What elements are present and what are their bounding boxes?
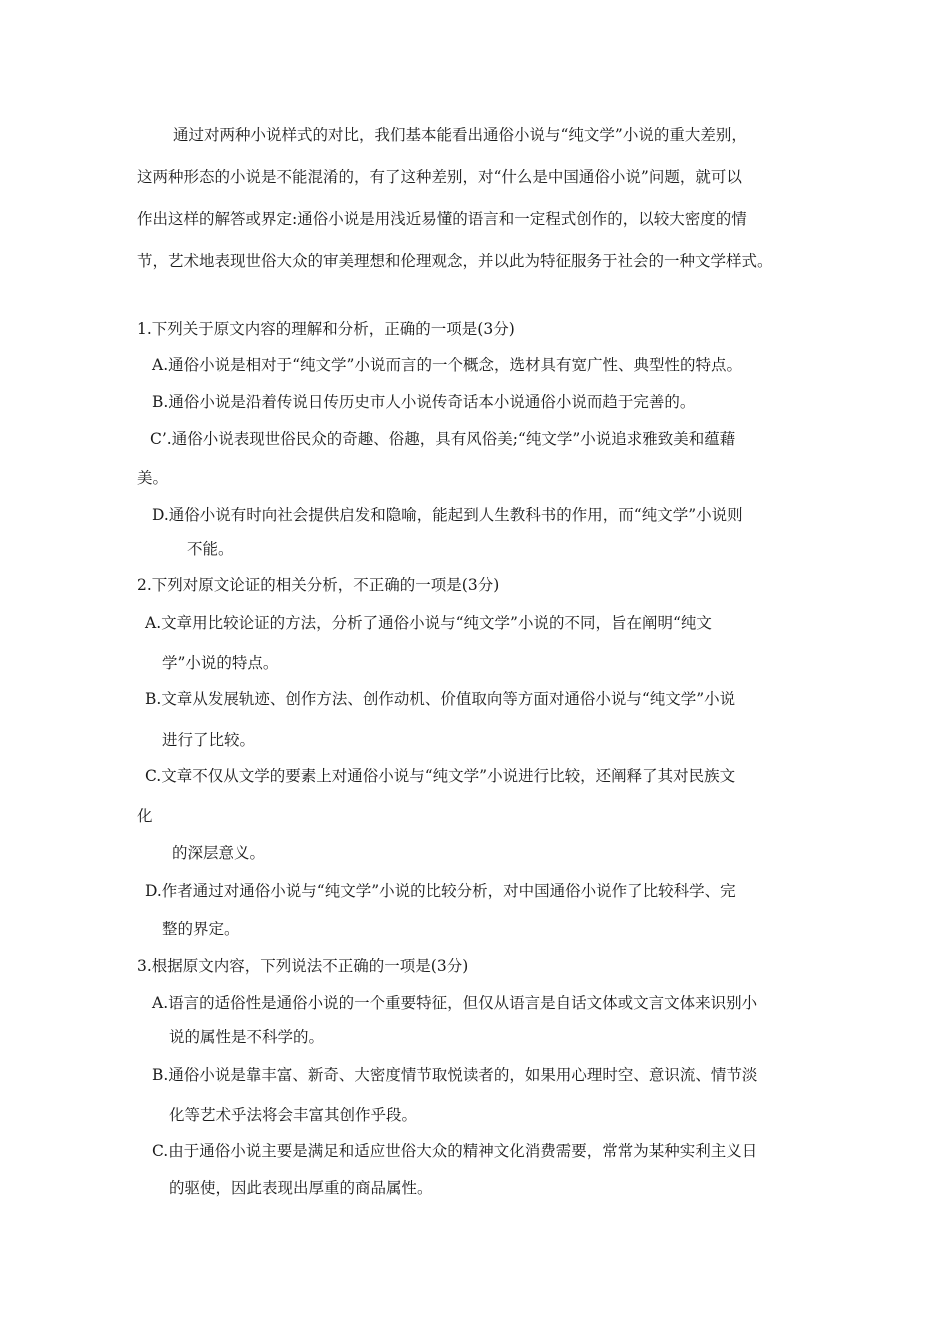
option-b-continued: 化等艺术乎法将会丰富其创作乎段。 xyxy=(169,1106,418,1124)
option-a: A.语言的适俗性是通俗小说的一个重要特征，但仅从语言是自话文体或文言文体来识别小 xyxy=(152,994,758,1012)
question-stem: 3.根据原文内容，下列说法不正确的一项是(3分) xyxy=(137,957,469,975)
option-a: A.文章用比较论证的方法，分析了通俗小说与“纯文学”小说的不同，旨在阐明“纯文 xyxy=(145,614,712,632)
option-d-continued: 不能。 xyxy=(187,540,234,558)
option-b: B.通俗小说是靠丰富、新奇、大密度情节取悦读者的，如果用心理时空、意识流、情节淡 xyxy=(152,1066,758,1084)
option-c: C.文章不仅从文学的要素上对通俗小说与“纯文学”小说进行比较，还阐释了其对民族文 xyxy=(145,767,736,785)
option-b-continued: 进行了比较。 xyxy=(162,731,256,749)
passage-line: 节，艺术地表现世俗大众的审美理想和伦理观念，并以此为特征服务于社会的一种文学样式。 xyxy=(137,252,773,270)
passage-line: 通过对两种小说样式的对比，我们基本能看出通俗小说与“纯文学”小说的重大差别， xyxy=(173,126,747,144)
option-c: C’.通俗小说表现世俗民众的奇趣、俗趣，具有风俗美;“纯文学”小说追求雅致美和蕴藉 xyxy=(150,430,736,448)
question-stem: 1.下列关于原文内容的理解和分析，正确的一项是(3分) xyxy=(137,320,515,338)
option-a-continued: 说的属性是不科学的。 xyxy=(169,1028,325,1046)
passage-line: 这两种形态的小说是不能混淆的，有了这种差别，对“什么是中国通俗小说”问题，就可以 xyxy=(137,168,742,186)
option-c-continued: 的深层意义。 xyxy=(172,844,266,862)
option-c: C.由于通俗小说主要是满足和适应世俗大众的精神文化消费需要，常常为某种实利主义日 xyxy=(152,1142,758,1160)
option-a-continued: 学”小说的特点。 xyxy=(162,654,279,672)
option-a: A.通俗小说是相对于“纯文学”小说而言的一个概念，选材具有宽广性、典型性的特点。 xyxy=(152,356,742,374)
passage-line: 作出这样的解答或界定:通俗小说是用浅近易懂的语言和一定程式创作的，以较大密度的情 xyxy=(137,210,747,228)
option-c-continued: 美。 xyxy=(137,469,169,487)
option-d: D.作者通过对通俗小说与“纯文学”小说的比较分析，对中国通俗小说作了比较科学、完 xyxy=(145,882,736,900)
option-c-continued: 化 xyxy=(137,807,153,825)
option-d: D.通俗小说有时向社会提供启发和隐喻，能起到人生教科书的作用，而“纯文学”小说则 xyxy=(152,506,743,524)
option-b: B.通俗小说是沿着传说日传历史市人小说传奇话本小说通俗小说而趋于完善的。 xyxy=(152,393,696,411)
option-c-continued: 的驱使，因此表现出厚重的商品属性。 xyxy=(169,1179,433,1197)
option-b: B.文章从发展轨迹、创作方法、创作动机、价值取向等方面对通俗小说与“纯文学”小说 xyxy=(145,690,736,708)
question-stem: 2.下列对原文论证的相关分析，不正确的一项是(3分) xyxy=(137,576,500,594)
option-d-continued: 整的界定。 xyxy=(162,920,240,938)
